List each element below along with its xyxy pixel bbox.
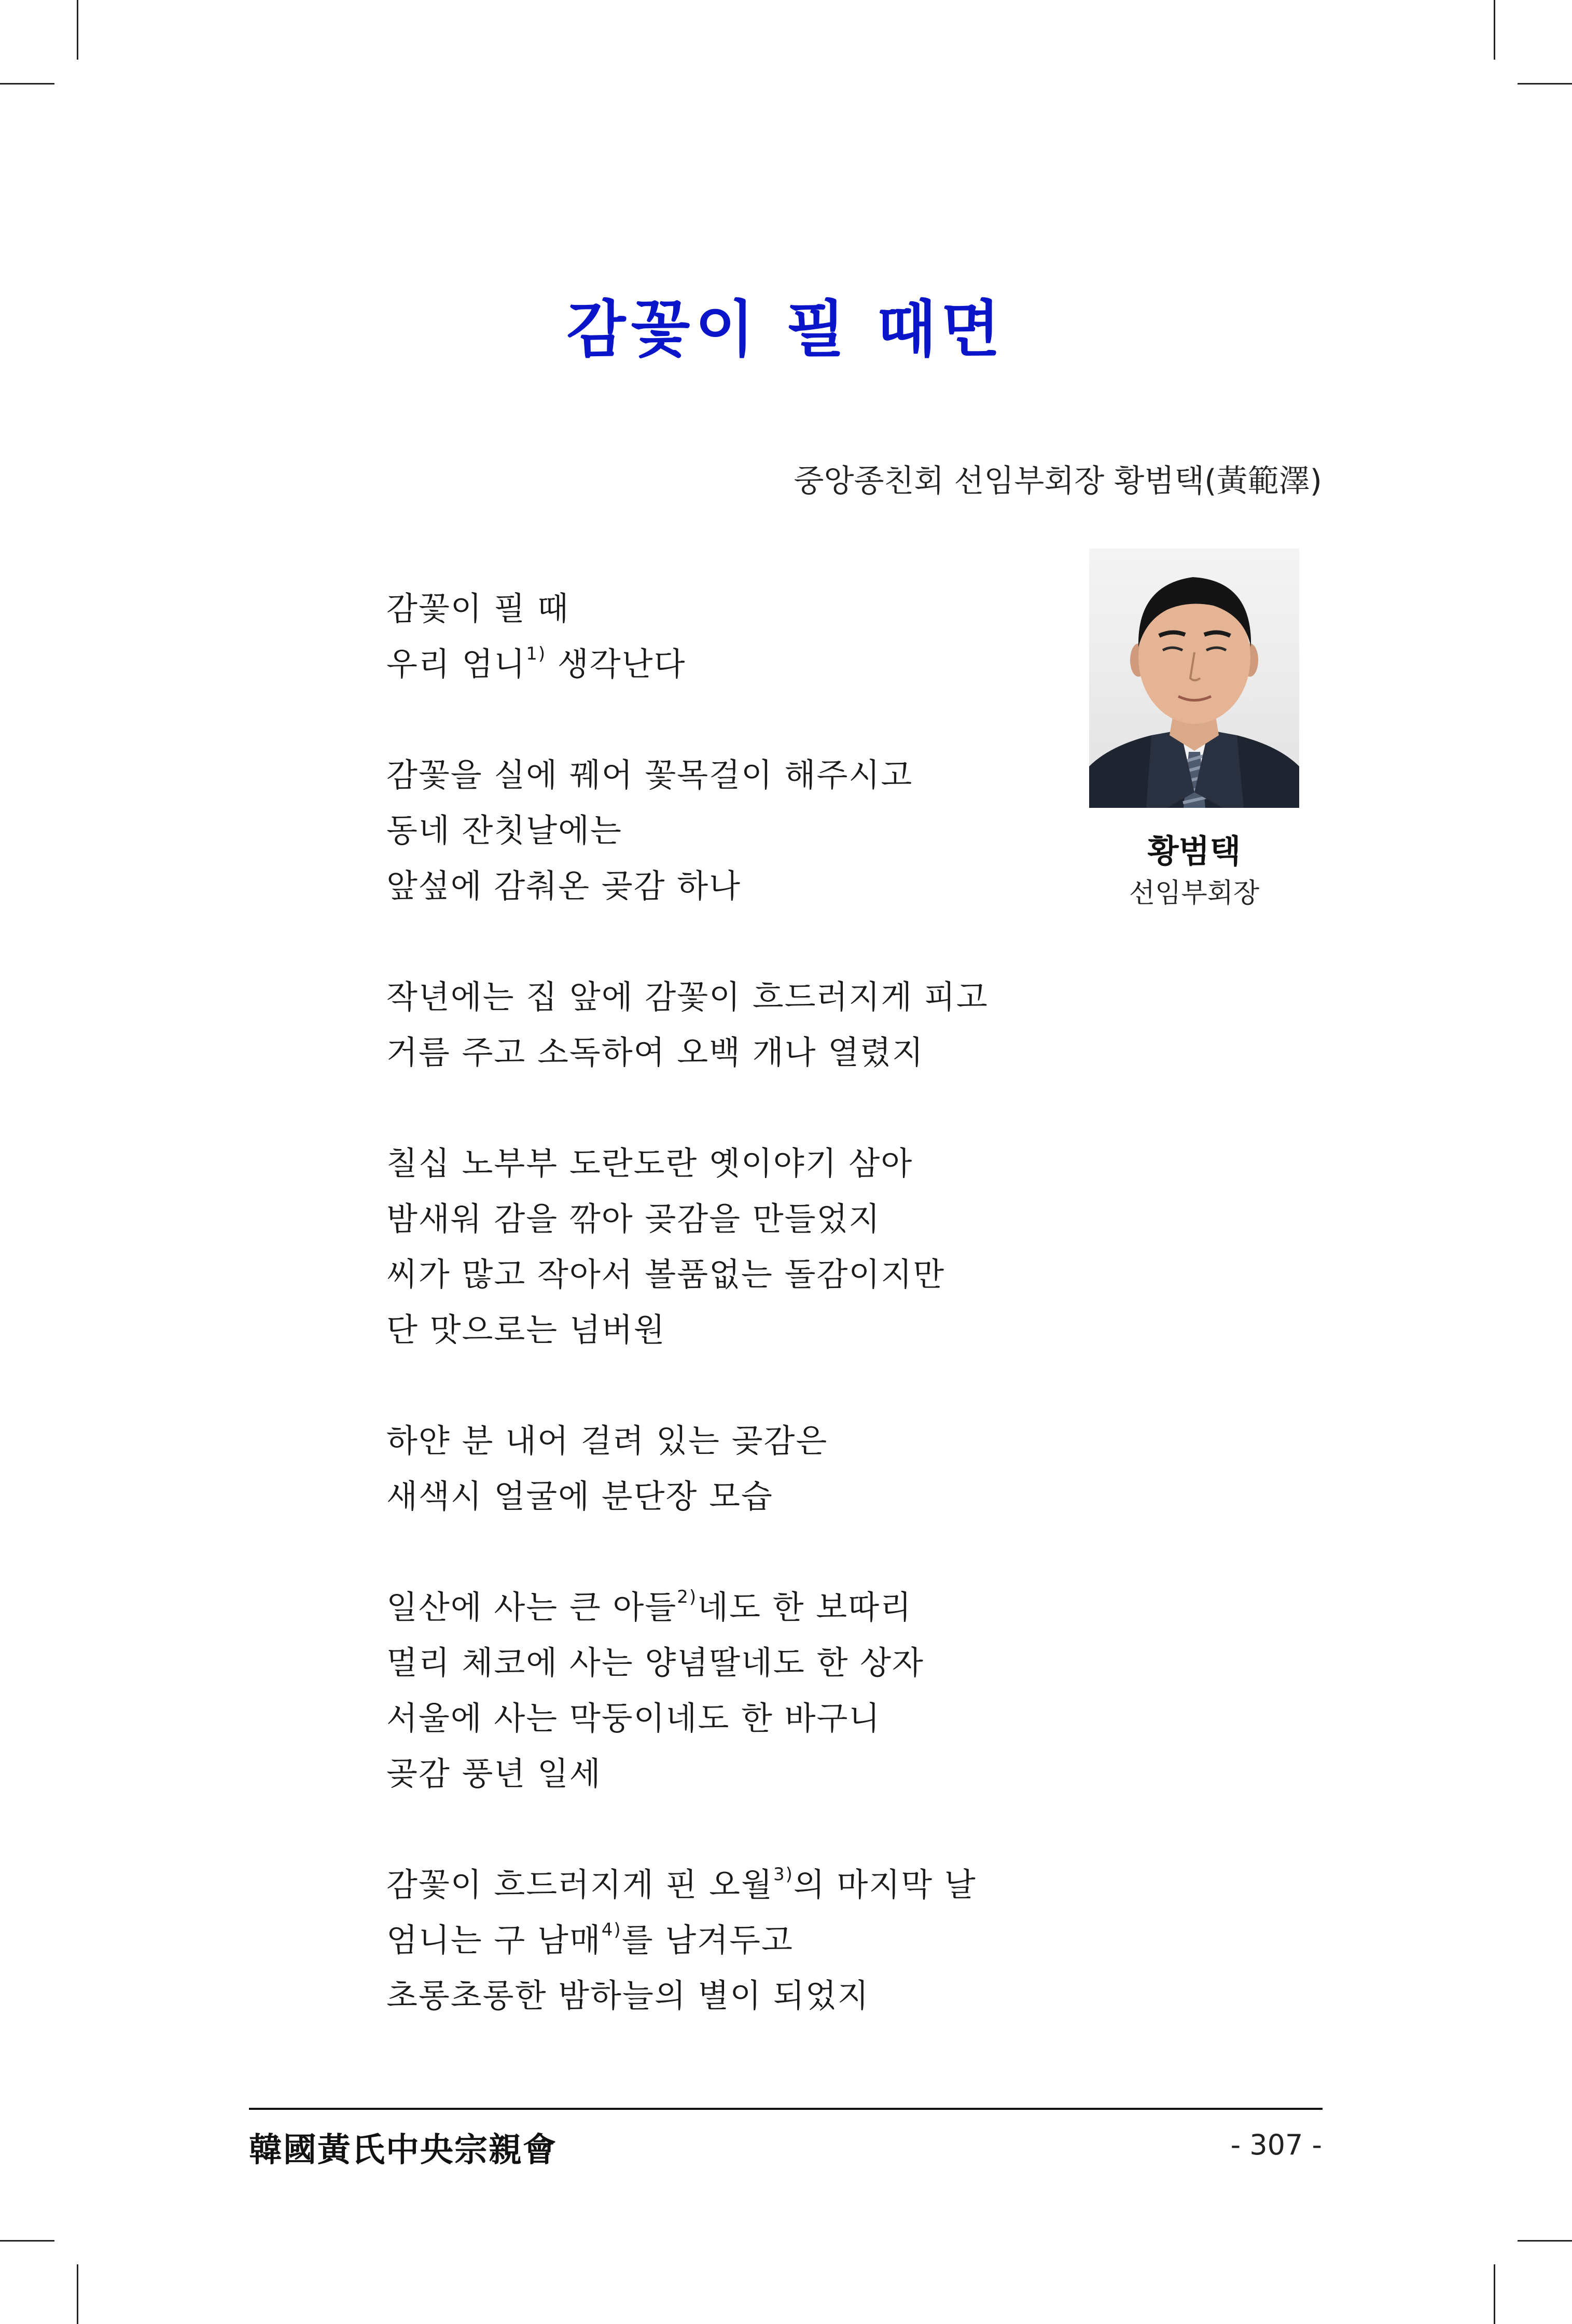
- poem-line: 곶감 풍년 일세: [386, 1755, 602, 1793]
- page-title: 감꽃이 필 때면: [566, 293, 1006, 365]
- poem-line-text: 일산에 사는 큰 아들: [386, 1588, 677, 1626]
- poem-line-text: 우리 엄니: [386, 645, 526, 683]
- poem-line: 앞섶에 감춰온 곶감 하나: [386, 867, 742, 905]
- footnote-marker: 4): [601, 1920, 622, 1940]
- poem-line: 초롱초롱한 밤하늘의 별이 되었지: [386, 1977, 870, 2014]
- poem-stanza-5: [386, 1413, 1061, 1524]
- poem-line-text: 감꽃이 필 때: [386, 590, 569, 627]
- poem-line: 밤새워 감을 깎아 곶감을 만들었지: [386, 1200, 881, 1238]
- author-name: 황범택: [1147, 832, 1241, 870]
- footnote-marker: 3): [773, 1864, 794, 1885]
- poem-line: [386, 1912, 1061, 1968]
- poem-line: [386, 1579, 1061, 1635]
- crop-mark-bottom-left-h: [0, 2240, 54, 2242]
- poem-line-text: 네도 한 보따리: [697, 1588, 912, 1626]
- poem-line: 새색시 얼굴에 분단장 모습: [386, 1477, 773, 1515]
- poem-line: 거름 주고 소독하여 오백 개나 열렸지: [386, 1033, 924, 1071]
- crop-mark-bottom-left-v: [77, 2264, 78, 2324]
- footnote-marker: 1): [526, 643, 547, 664]
- author-role: 선임부회장: [1129, 878, 1260, 909]
- poem-stanza-4: [386, 1136, 1061, 1357]
- poem-line: 단 맛으로는 넘버원: [386, 1311, 666, 1349]
- poem-line: 멀리 체코에 사는 양념딸네도 한 상자: [386, 1644, 924, 1682]
- crop-mark-top-right-h: [1518, 83, 1572, 85]
- crop-mark-top-right-v: [1494, 0, 1495, 60]
- poem-stanza-6: [386, 1579, 1061, 1801]
- poem-body: [386, 581, 1061, 2079]
- poem-line: [386, 636, 1061, 692]
- poem-line: 서울에 사는 막둥이네도 한 바구니: [386, 1699, 881, 1737]
- poem-line: 감꽃을 실에 꿰어 꽃목걸이 해주시고: [386, 756, 913, 794]
- poem-stanza-3: [386, 969, 1061, 1080]
- crop-mark-bottom-right-v: [1494, 2264, 1495, 2324]
- footer-divider: [249, 2108, 1323, 2110]
- poem-line: [386, 581, 1061, 636]
- poem-line: 하얀 분 내어 걸려 있는 곶감은: [386, 1422, 828, 1460]
- poem-line-text: 를 남겨두고: [621, 1921, 794, 1959]
- crop-mark-bottom-right-h: [1518, 2240, 1572, 2242]
- poem-line-text: 의 마지막 날: [793, 1866, 977, 1903]
- crop-mark-top-left-v: [77, 0, 78, 60]
- poem-line: 작년에는 집 앞에 감꽃이 흐드러지게 피고: [386, 978, 989, 1016]
- footer-organization: 韓國黃氏中央宗親會: [249, 2131, 557, 2169]
- poem-line: 칠십 노부부 도란도란 옛이야기 삼아: [386, 1144, 913, 1182]
- poem-line: 씨가 많고 작아서 볼품없는 돌감이지만: [386, 1255, 945, 1293]
- poem-line-text: 엄니는 구 남매: [386, 1921, 602, 1959]
- page-number: - 307 -: [1230, 2129, 1322, 2161]
- footnote-marker: 2): [677, 1587, 698, 1607]
- poem-line-text: 생각난다: [546, 645, 686, 683]
- author-photo: [1089, 549, 1299, 808]
- poem-stanza-1: [386, 581, 1061, 692]
- poem-line: [386, 1857, 1061, 1912]
- poem-line: 동네 잔칫날에는: [386, 811, 622, 849]
- author-byline: 중앙종친회 선임부회장 황범택(黃範澤): [794, 463, 1322, 499]
- poem-line-text: 감꽃이 흐드러지게 핀 오월: [386, 1866, 773, 1903]
- crop-mark-top-left-h: [0, 83, 54, 85]
- portrait-photo-icon: [1089, 549, 1299, 808]
- poem-stanza-7: [386, 1857, 1061, 2023]
- poem-stanza-2: [386, 747, 1061, 914]
